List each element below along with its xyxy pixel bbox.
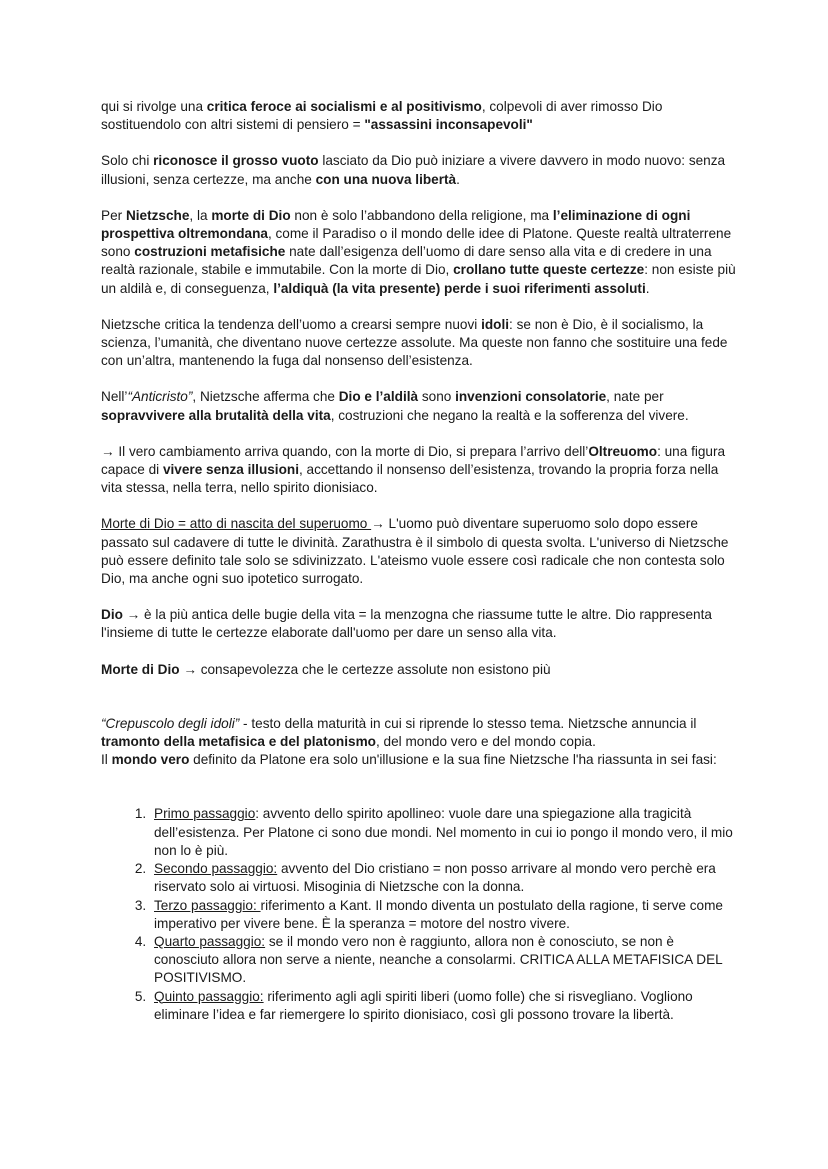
list-item-label: Quarto passaggio: — [154, 933, 266, 949]
text-run: , la — [189, 207, 212, 223]
text-run: vivere senza illusioni — [162, 462, 299, 478]
text-run: , come il Paradiso o il mondo delle idee di Platone. Queste realtà ultraterrene sono — [101, 226, 732, 260]
text-run: nate dall’esigenza dell’uomo di dare senso alla vita e di credere in una realtà razionale, stabile e immutabile. Con la morte di Dio, — [101, 244, 712, 278]
text-run: → è la più antica delle bugie della vita = la menzogna che riassume tutte le altre. Dio rappresenta l'insieme di tutte le certezze elaborate dall'uomo per dare un senso alla vita. — [101, 607, 712, 641]
list-item — [150, 897, 741, 933]
text-run: critica feroce ai socialismi e al positivismo — [206, 99, 482, 114]
list-item-text: se il mondo vero non è raggiunto, allora non è conosciuto, se non è conosciuto allora non serve a niente, neanche a consolarmi. CRITICA ALLA METAFISICA DEL POSITIVISMO. — [154, 933, 723, 986]
paragraph-morte-di-dio — [101, 207, 741, 298]
paragraph-idoli — [101, 316, 741, 371]
paragraph-anticristo — [101, 388, 741, 424]
text-run: mondo vero — [111, 752, 190, 768]
paragraph-mondo-vero — [101, 751, 741, 769]
text-run: invenzioni consolatorie — [455, 389, 607, 405]
text-run: Nietzsche — [125, 207, 190, 223]
text-run: Dio e l’aldilà — [338, 389, 419, 405]
text-run: , Nietzsche afferma che — [192, 389, 339, 405]
text-run: : se non è Dio, è il socialismo, la scienza, l’umanità, che diventano nuove certezze assolute. Ma queste non fanno che sostituire una fede con un’altra, mantenendo la fuga dal nonsenso dell’esistenza. — [101, 316, 728, 369]
list-item — [150, 860, 741, 896]
list-item — [150, 805, 741, 860]
text-run: sono — [418, 389, 456, 405]
text-run: morte di Dio — [211, 207, 291, 223]
text-run: → Il vero cambiamento arriva quando, con la morte di Dio, si prepara l’arrivo dell’ — [101, 443, 589, 459]
text-run: sopravvivere alla brutalità della vita — [101, 407, 331, 423]
text-run: l’aldiquà (la vita presente) perde i suoi riferimenti assoluti — [273, 280, 646, 296]
list-item-text: riferimento a Kant. Il mondo diventa un postulato della ragione, ti serve come imperativo per vivere bene. È la speranza = motore del nostro vivere. — [154, 897, 723, 931]
text-run: definito da Platone era solo un'illusione e la sua fine Nietzsche l'ha riassunta in sei fasi: — [189, 752, 717, 768]
text-run: riconosce il grosso vuoto — [153, 153, 319, 169]
text-run: “Anticristo” — [127, 389, 193, 405]
paragraph-critica-socialismi — [101, 98, 741, 134]
list-item-text: riferimento agli agli spiriti liberi (uomo folle) che si risvegliano. Vogliono eliminare l’idea e far riemergere lo spirito dionisiaco, così gli possono trovare la libertà. — [154, 988, 693, 1022]
text-run: , colpevoli di aver rimosso Dio sostituendolo con altri sistemi di pensiero = — [101, 99, 663, 133]
text-run: Nietzsche critica la tendenza dell’uomo a crearsi sempre nuovi — [101, 316, 482, 332]
phases-list — [101, 805, 741, 1023]
text-run: . — [456, 171, 460, 187]
text-run: costruzioni metafisiche — [134, 244, 286, 260]
text-run: , nate per — [606, 389, 664, 405]
text-run: , costruzioni che negano la realtà e la sofferenza del vivere. — [330, 407, 689, 423]
text-run: qui si rivolge una — [101, 99, 207, 114]
text-run: crollano tutte queste certezze — [453, 262, 645, 278]
text-run: “Crepuscolo degli idoli” — [101, 715, 240, 731]
text-run: Morte di Dio = atto di nascita del superuomo — [101, 516, 372, 532]
paragraph-grosso-vuoto — [101, 152, 741, 188]
text-run: - testo della maturità in cui si riprende lo stesso tema. Nietzsche annuncia il — [239, 715, 697, 731]
list-item — [150, 933, 741, 988]
text-run: lasciato da Dio può iniziare a vivere davvero in modo nuovo: senza illusioni, senza certezze, ma anche — [101, 153, 726, 187]
text-run: con una nuova libertà — [315, 171, 457, 187]
text-run: Morte di Dio — [101, 661, 180, 677]
paragraph-dio-bugie — [101, 606, 741, 642]
text-run: , accettando il nonsenso dell’esistenza, trovando la propria forza nella vita stessa, nella terra, nello spirito dionisiaco. — [101, 462, 719, 496]
text-run: → L'uomo può diventare superuomo solo dopo essere passato sul cadavere di tutte le divinità. Zarathustra è il simbolo di questa svolta. L'universo di Nietzsche può essere definito tale solo se sdivinizzato. L'ateismo vuole essere così radicale che non contesta solo Dio, ma anche ogni suo ipotetico surrogato. — [101, 516, 729, 587]
text-run: non è solo l’abbandono della religione, ma — [290, 207, 553, 223]
text-run: Nell’ — [101, 389, 128, 405]
list-item-label: Secondo passaggio: — [154, 861, 278, 877]
text-run: "assassini inconsapevoli" — [364, 117, 533, 133]
text-run: Il — [101, 752, 112, 768]
text-run: . — [645, 280, 650, 296]
text-run: tramonto della metafisica e del platonismo — [101, 734, 376, 750]
paragraph-oltreuomo — [101, 443, 741, 498]
paragraph-superuomo — [101, 515, 741, 588]
text-run: Per — [101, 207, 126, 223]
text-run: idoli — [481, 316, 510, 332]
list-item-label: Terzo passaggio: — [154, 897, 261, 913]
text-run: : una figura capace di — [101, 443, 726, 478]
document-page — [101, 98, 741, 1024]
list-item-text: : avvento dello spirito apollineo: vuole dare una spiegazione alla tragicità dell’esistenza. Per Platone ci sono due mondi. Nel momento in cui io pongo il mondo vero, il mio non lo è più. — [154, 806, 733, 858]
paragraph-morte-di-dio-consapevolezza — [101, 661, 741, 679]
text-run: l’eliminazione di ogni prospettiva oltremondana — [101, 207, 691, 242]
text-run: : non esiste più un aldilà e, di conseguenza, — [101, 262, 736, 296]
text-run: Oltreuomo — [588, 443, 658, 459]
list-item-label: Quinto passaggio: — [154, 988, 264, 1004]
list-item — [150, 988, 741, 1024]
list-item-text: avvento del Dio cristiano = non posso arrivare al mondo vero perchè era riservato solo ai virtuosi. Misoginia di Nietzsche con la donna. — [154, 861, 716, 895]
text-run: Solo chi — [101, 153, 154, 169]
text-run: Dio — [101, 607, 123, 623]
paragraph-crepuscolo-idoli — [101, 715, 741, 751]
text-run: → consapevolezza che le certezze assolute non esistono più — [179, 661, 551, 677]
text-run: , del mondo vero e del mondo copia. — [375, 734, 596, 750]
list-item-label: Primo passaggio — [154, 806, 256, 822]
